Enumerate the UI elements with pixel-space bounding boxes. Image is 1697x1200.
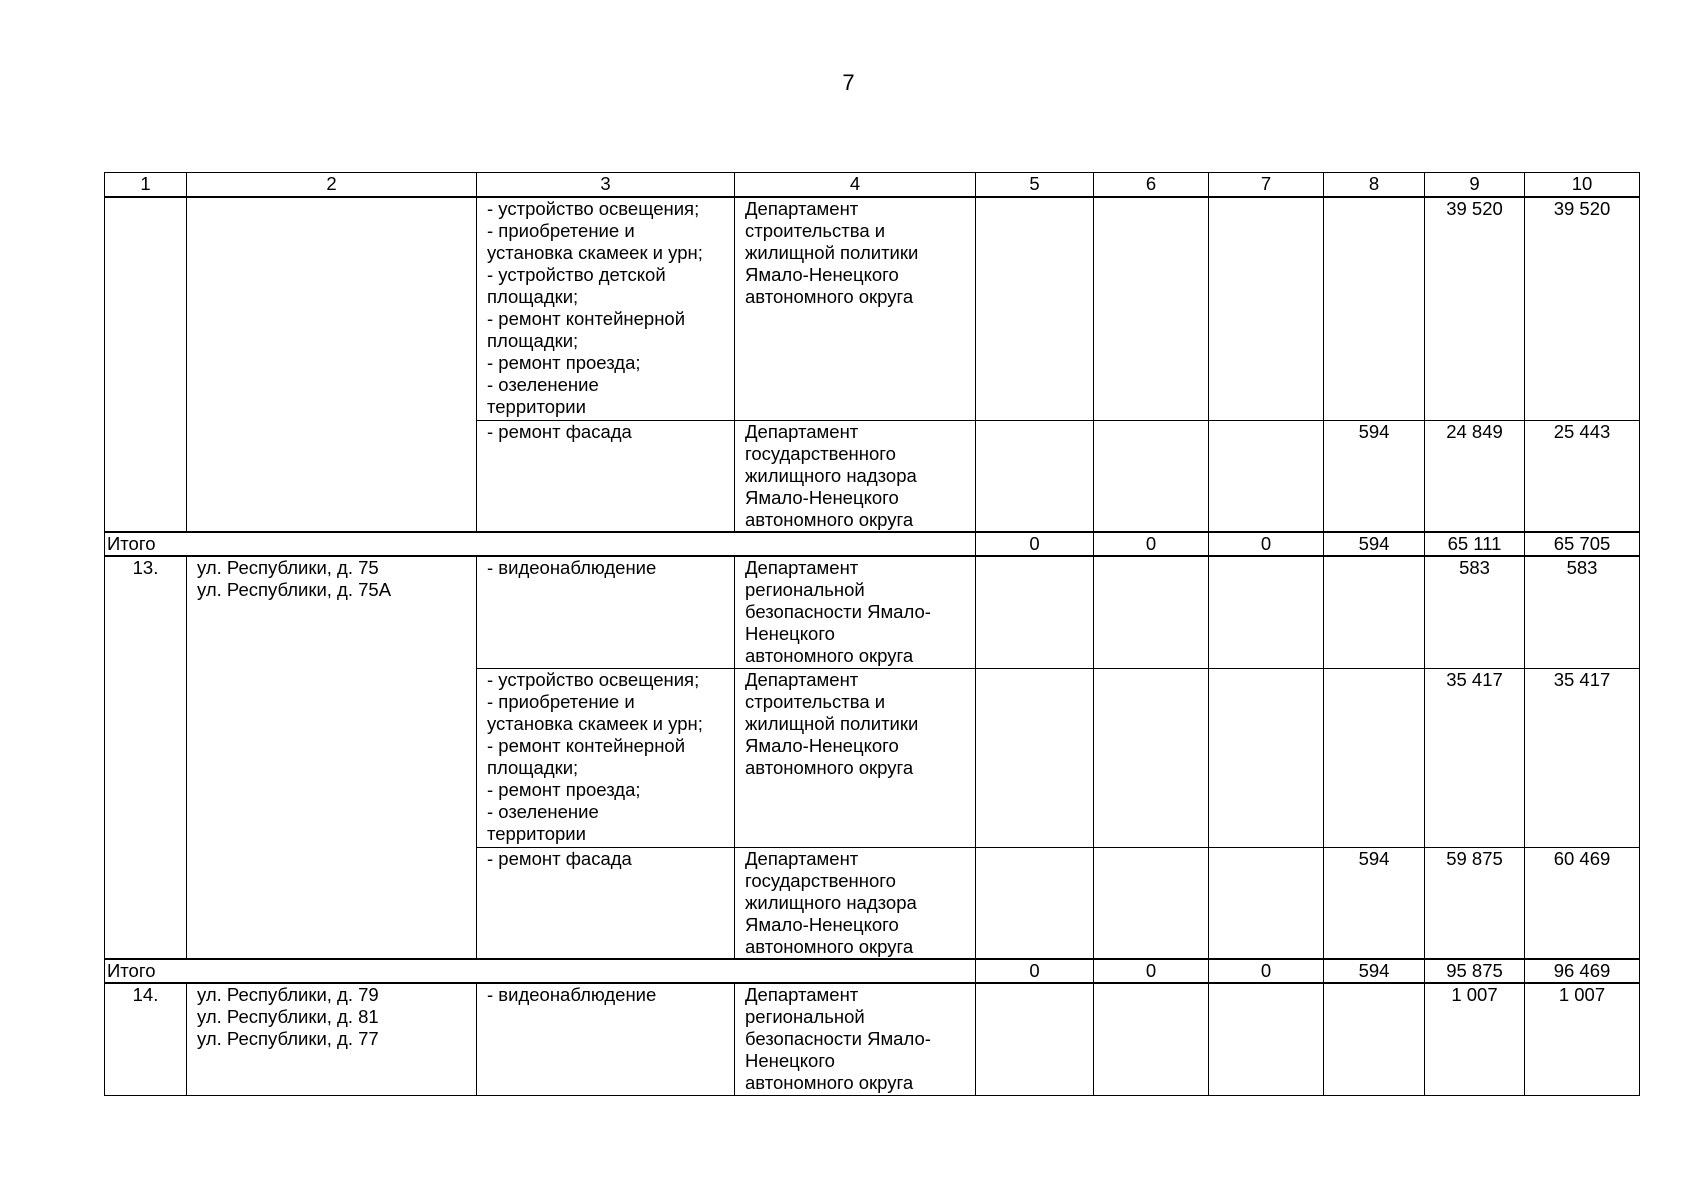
item-number-cell: 14. [105,983,187,1095]
total-label: Итого [105,959,976,983]
value-cell [1324,197,1425,420]
header-cell: 5 [976,173,1094,198]
total-cell: 0 [976,532,1094,556]
address-cell: ул. Республики, д. 79 ул. Республики, д. 81 ул. Республики, д. 77 [187,983,477,1095]
header-cell: 4 [735,173,976,198]
department-cell: Департамент строительства и жилищной политики Ямало-Ненецкого автономного округа [735,668,976,847]
header-cell: 3 [477,173,735,198]
total-cell: 95 875 [1425,959,1525,983]
value-cell [1324,983,1425,1095]
total-cell: 0 [1209,532,1324,556]
value-cell [976,847,1094,959]
address-cell: ул. Республики, д. 75 ул. Республики, д. 75А [187,556,477,959]
works-cell: - устройство освещения; - приобретение и установка скамеек и урн; - устройство детской площадки; - ремонт контейнерной площадки; - ремонт проезда; - озеленение территории [477,197,735,420]
total-cell: 0 [1209,959,1324,983]
value-cell [1209,556,1324,668]
value-cell [1324,556,1425,668]
department-cell: Департамент государственного жилищного надзора Ямало-Ненецкого автономного округа [735,847,976,959]
total-value-cell: 583 [1525,556,1640,668]
header-cell: 6 [1094,173,1209,198]
total-row [105,959,1640,983]
department-cell: Департамент строительства и жилищной политики Ямало-Ненецкого автономного округа [735,197,976,420]
total-cell: 96 469 [1525,959,1640,983]
total-cell: 594 [1324,532,1425,556]
works-cell: - видеонаблюдение [477,556,735,668]
works-cell: - ремонт фасада [477,847,735,959]
total-cell: 65 705 [1525,532,1640,556]
table-row [105,983,1640,1095]
address-cell [187,197,477,532]
total-cell: 0 [1094,959,1209,983]
header-cell: 7 [1209,173,1324,198]
department-cell: Департамент региональной безопасности Ямало- Ненецкого автономного округа [735,556,976,668]
value-cell [1094,983,1209,1095]
value-cell: 594 [1324,420,1425,532]
value-cell [1209,847,1324,959]
value-cell [1094,197,1209,420]
value-cell [1094,556,1209,668]
total-cell: 0 [1094,532,1209,556]
value-cell [1209,983,1324,1095]
header-cell: 9 [1425,173,1525,198]
value-cell: 59 875 [1425,847,1525,959]
total-cell: 0 [976,959,1094,983]
value-cell [1209,668,1324,847]
total-cell: 65 111 [1425,532,1525,556]
department-cell: Департамент государственного жилищного надзора Ямало-Ненецкого автономного округа [735,420,976,532]
value-cell [1209,420,1324,532]
program-table [104,172,1640,1096]
total-value-cell: 35 417 [1525,668,1640,847]
total-label: Итого [105,532,976,556]
works-cell: - ремонт фасада [477,420,735,532]
value-cell [976,556,1094,668]
value-cell: 35 417 [1425,668,1525,847]
total-value-cell: 1 007 [1525,983,1640,1095]
header-row [105,173,1640,198]
works-cell: - видеонаблюдение [477,983,735,1095]
total-row [105,532,1640,556]
table-row [105,197,1640,420]
value-cell [1094,420,1209,532]
total-value-cell: 39 520 [1525,197,1640,420]
value-cell: 24 849 [1425,420,1525,532]
value-cell [976,420,1094,532]
total-cell: 594 [1324,959,1425,983]
value-cell [976,197,1094,420]
item-number-cell [105,197,187,532]
value-cell [1209,197,1324,420]
header-cell: 8 [1324,173,1425,198]
value-cell: 1 007 [1425,983,1525,1095]
total-value-cell: 60 469 [1525,847,1640,959]
value-cell [1094,668,1209,847]
value-cell [1324,668,1425,847]
value-cell: 594 [1324,847,1425,959]
works-cell: - устройство освещения; - приобретение и установка скамеек и урн; - ремонт контейнерной площадки; - ремонт проезда; - озеленение территории [477,668,735,847]
total-value-cell: 25 443 [1525,420,1640,532]
header-cell: 1 [105,173,187,198]
header-cell: 2 [187,173,477,198]
value-cell [1094,847,1209,959]
value-cell [976,983,1094,1095]
page-number: 7 [842,70,855,95]
value-cell: 583 [1425,556,1525,668]
header-cell: 10 [1525,173,1640,198]
value-cell [976,668,1094,847]
table-row [105,556,1640,668]
item-number-cell: 13. [105,556,187,959]
value-cell: 39 520 [1425,197,1525,420]
department-cell: Департамент региональной безопасности Ямало- Ненецкого автономного округа [735,983,976,1095]
